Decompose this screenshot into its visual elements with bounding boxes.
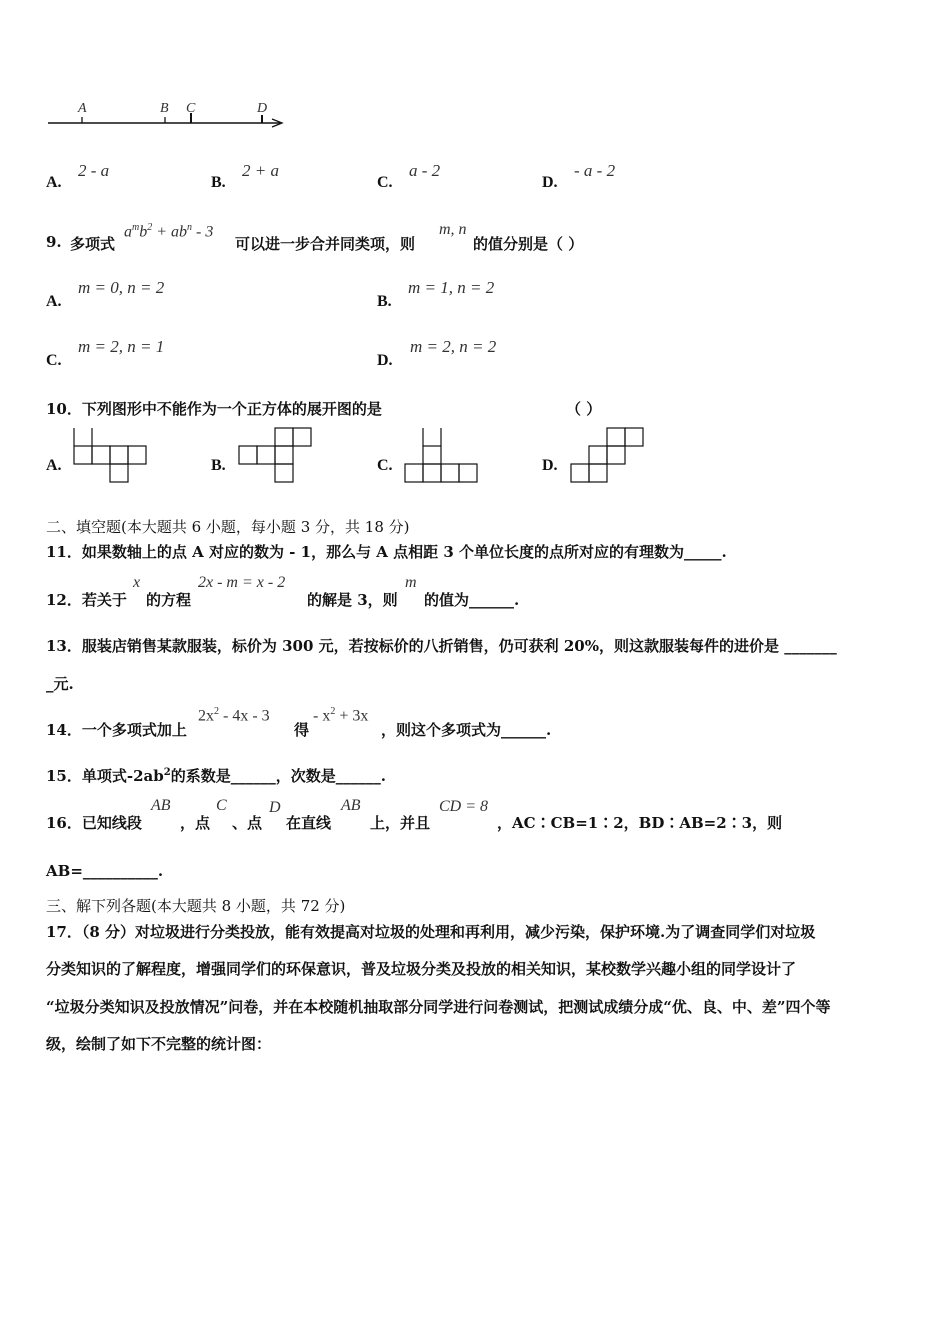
q16-text-1: 16．已知线段 — [46, 814, 142, 832]
q16-text-6: ，AC∶CB=1∶2，BD∶AB=2∶3，则 — [497, 814, 783, 832]
q8-option-d-letter: D. — [542, 174, 558, 191]
q10-option-c-letter: C. — [377, 457, 393, 474]
q8-option-a-expr: 2 - a — [78, 161, 110, 180]
q10-net-d — [571, 428, 647, 484]
q8-option-d-expr: - a - 2 — [574, 161, 616, 180]
q9-option-c-letter: C. — [46, 352, 62, 369]
q8-option-c-letter: C. — [377, 174, 393, 191]
q9-option-c-expr: m = 2, n = 1 — [78, 337, 165, 356]
q10-net-a — [74, 428, 150, 484]
q12-text-2: 的方程 — [146, 591, 192, 609]
q9-option-a-letter: A. — [46, 293, 62, 310]
q16-text-4: 在直线 — [286, 814, 332, 832]
q14-text-1: 14．一个多项式加上 — [46, 721, 187, 739]
q14-expr-1: $2x^2 - 4x - 3$ — [198, 706, 270, 725]
q10-paren: （ ） — [566, 400, 602, 418]
q10-text: 10．下列图形中不能作为一个正方体的展开图的是 — [46, 400, 382, 418]
q9-polynomial: $a^mb^2 + ab^n - 3$ — [124, 222, 214, 241]
number-line — [0, 0, 950, 140]
q9-option-b-letter: B. — [377, 293, 392, 310]
q15-text: 15．单项式$-2ab^2$的系数是______，次数是______. — [46, 767, 386, 785]
q14-expr-2: - $x^2 + 3x$ — [313, 706, 369, 725]
q16-text-2: ，点 — [180, 814, 211, 832]
q16-text-3: 、点 — [232, 814, 263, 832]
q14-text-3: ，则这个多项式为______. — [381, 721, 552, 739]
q9-option-a-expr: m = 0, n = 2 — [78, 278, 165, 297]
q9-text-2: 可以进一步合并同类项，则 — [235, 235, 416, 253]
q12-equation: 2x - m = x - 2 — [198, 574, 286, 591]
q12-text-3: 的解是 3，则 — [307, 591, 398, 609]
q16-line-2: AB=__________. — [46, 862, 164, 880]
q10-option-b-letter: B. — [211, 457, 226, 474]
q9-text-3: 的值分别是（ ） — [473, 235, 584, 253]
q12-m: m — [405, 574, 417, 591]
q9-option-b-expr: m = 1, n = 2 — [408, 278, 495, 297]
q13-line-1: 13．服装店销售某款服装，标价为 300 元，若按标价的八折销售，仍可获利 20%，则这款服装每件的进价是 _______ — [46, 637, 837, 655]
q16-ab-1: AB — [151, 797, 171, 814]
q17-line-4: 级，绘制了如下不完整的统计图： — [46, 1035, 272, 1053]
point-label-a: A — [78, 101, 87, 116]
q9-mn: m, n — [439, 221, 467, 238]
q11-text: 11．如果数轴上的点 A 对应的数为 - 1，那么与 A 点相距 3 个单位长度的点所对应的有理数为_____. — [46, 543, 727, 561]
q9-text-1: 多项式 — [70, 235, 116, 253]
q10-net-c — [405, 428, 481, 484]
q10-option-a-letter: A. — [46, 457, 62, 474]
q16-ab-2: AB — [341, 797, 361, 814]
q9-option-d-expr: m = 2, n = 2 — [410, 337, 497, 356]
q14-text-2: 得 — [294, 721, 310, 739]
q10-net-b — [239, 428, 315, 484]
point-label-c: C — [186, 101, 196, 116]
q12-text-4: 的值为______. — [424, 591, 520, 609]
q8-option-b-letter: B. — [211, 174, 226, 191]
q9-number: 9. — [46, 233, 62, 251]
q8-option-a-letter: A. — [46, 174, 62, 191]
q12-text-1: 12．若关于 — [46, 591, 127, 609]
q13-line-2: _元. — [46, 675, 74, 693]
section-3-title: 三、解下列各题(本大题共 8 小题，共 72 分) — [46, 897, 346, 915]
q16-c: C — [216, 797, 227, 814]
q16-text-5: 上，并且 — [370, 814, 431, 832]
q16-d: D — [269, 799, 281, 816]
point-label-d: D — [257, 101, 268, 116]
point-label-b: B — [160, 101, 169, 116]
q17-line-1: 17．（8 分）对垃圾进行分类投放，能有效提高对垃圾的处理和再利用，减少污染，保护环境.为了调查同学们对垃圾 — [46, 923, 816, 941]
q9-option-d-letter: D. — [377, 352, 393, 369]
q12-x: x — [133, 574, 141, 591]
q8-option-c-expr: a - 2 — [409, 161, 441, 180]
q16-cd: CD = 8 — [439, 798, 489, 815]
section-2-title: 二、填空题(本大题共 6 小题，每小题 3 分，共 18 分) — [46, 518, 410, 536]
q17-line-2: 分类知识的了解程度，增强同学们的环保意识，普及垃圾分类及投放的相关知识，某校数学兴趣小组的同学设计了 — [46, 960, 797, 978]
q10-option-d-letter: D. — [542, 457, 558, 474]
q17-line-3: “垃圾分类知识及投放情况”问卷，并在本校随机抽取部分同学进行问卷测试，把测试成绩分成“优、良、中、差”四个等 — [46, 998, 831, 1016]
q8-option-b-expr: 2 + a — [242, 161, 279, 180]
